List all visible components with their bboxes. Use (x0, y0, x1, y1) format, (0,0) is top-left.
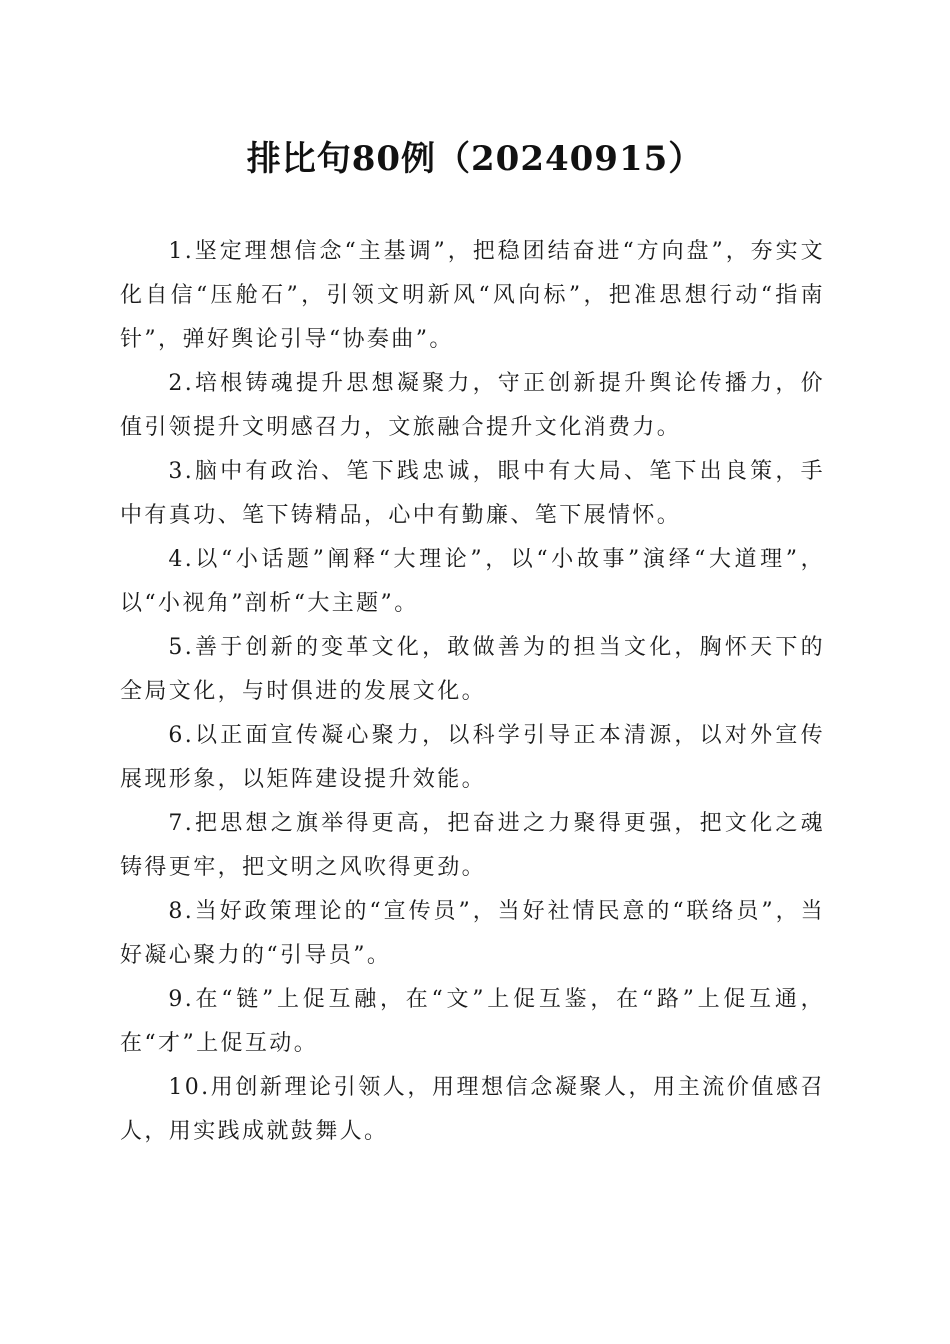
paragraph-7: 7.把思想之旗举得更高，把奋进之力聚得更强，把文化之魂铸得更牢，把文明之风吹得更劲。 (120, 811, 825, 880)
document-title: 排比句80例（20240915） (246, 139, 704, 179)
paragraph-9: 9.在“链”上促互融，在“文”上促互鉴，在“路”上促互通，在“才”上促互动。 (120, 987, 825, 1056)
paragraph-3: 3.脑中有政治、笔下践忠诚，眼中有大局、笔下出良策，手中有真功、笔下铸精品，心中有勤廉、笔下展情怀。 (120, 459, 825, 528)
paragraph-8: 8.当好政策理论的“宣传员”，当好社情民意的“联络员”，当好凝心聚力的“引导员”。 (120, 899, 825, 968)
paragraph-6: 6.以正面宣传凝心聚力，以科学引导正本清源，以对外宣传展现形象，以矩阵建设提升效能。 (120, 723, 825, 792)
paragraph-4: 4.以“小话题”阐释“大理论”，以“小故事”演绎“大道理”，以“小视角”剖析“大主题”。 (120, 547, 825, 616)
document-body (120, 230, 825, 1154)
paragraph-1: 1.坚定理想信念“主基调”，把稳团结奋进“方向盘”，夯实文化自信“压舱石”，引领文明新风“风向标”，把准思想行动“指南针”，弹好舆论引导“协奏曲”。 (120, 239, 825, 352)
paragraph-5: 5.善于创新的变革文化，敢做善为的担当文化，胸怀天下的全局文化，与时俱进的发展文化。 (120, 635, 825, 704)
paragraph-10: 10.用创新理论引领人，用理想信念凝聚人，用主流价值感召人，用实践成就鼓舞人。 (120, 1075, 825, 1144)
paragraph-2: 2.培根铸魂提升思想凝聚力，守正创新提升舆论传播力，价值引领提升文明感召力，文旅融合提升文化消费力。 (120, 371, 825, 440)
